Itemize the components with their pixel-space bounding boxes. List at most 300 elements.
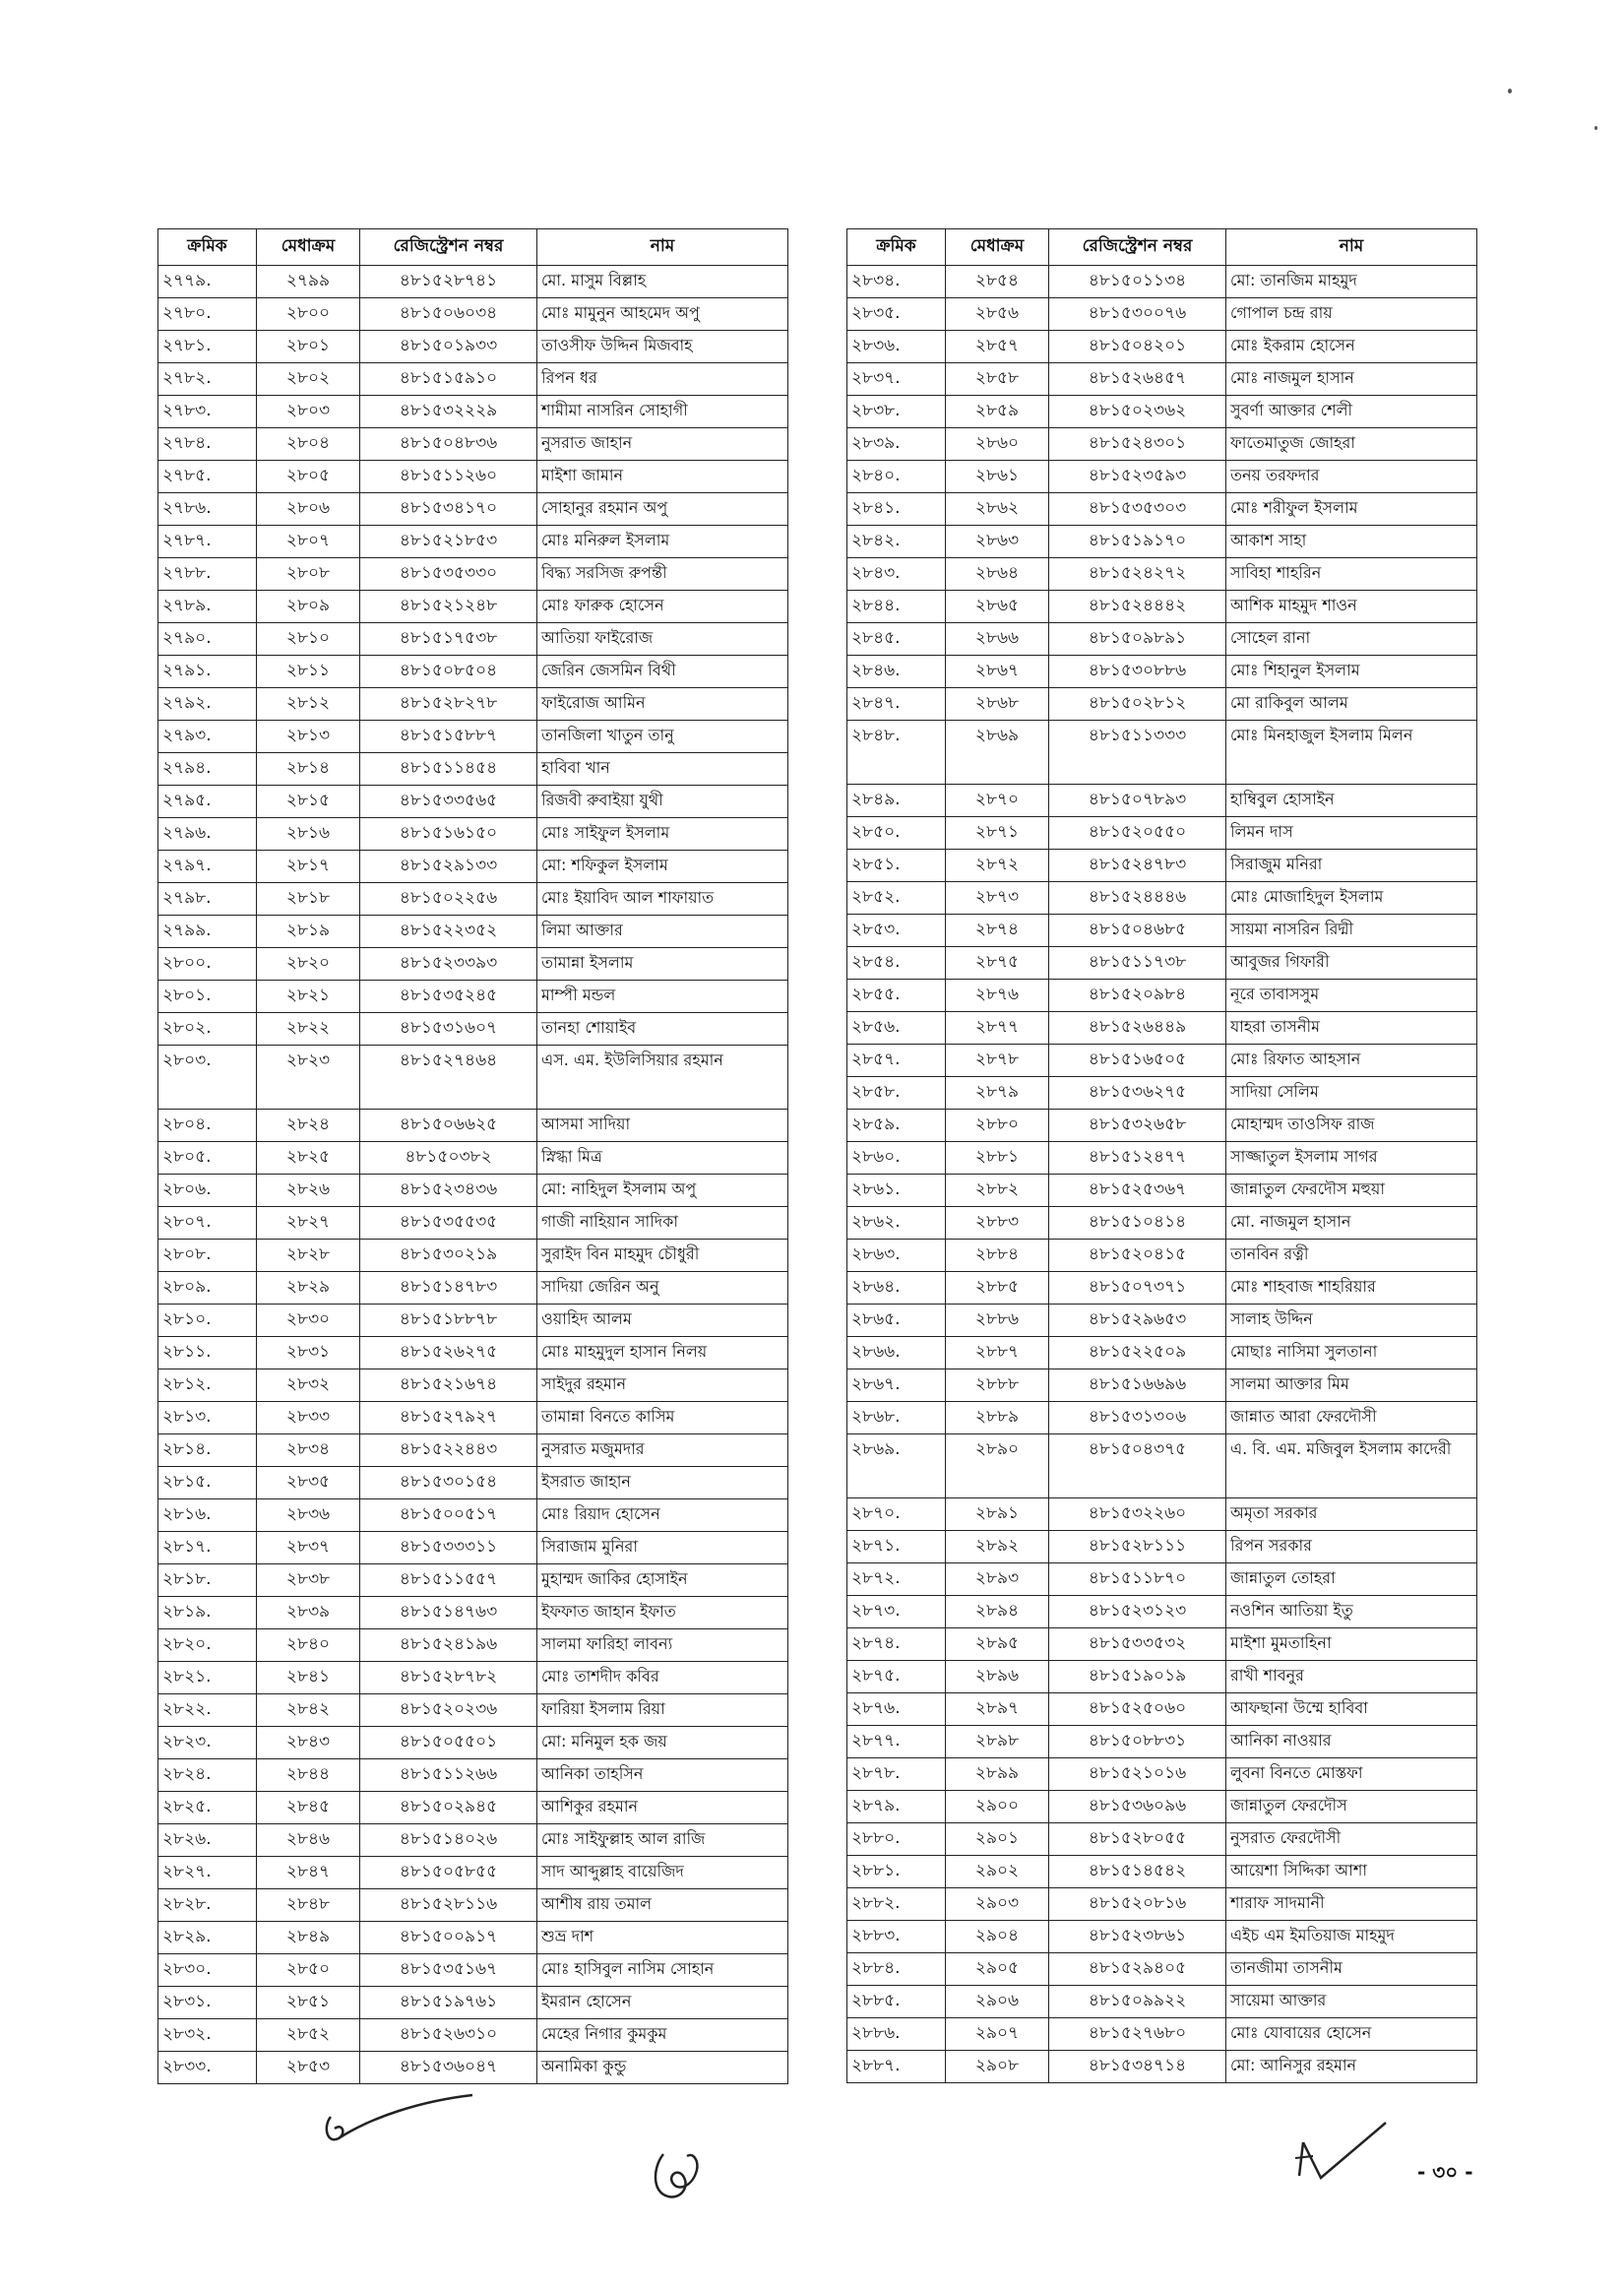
table-row [847, 1305, 1477, 1337]
table-row [847, 850, 1477, 882]
serial-cell: ২৮৩১. [158, 1987, 257, 2019]
registration-cell: ৪৮১৫৩৫১৬৭ [360, 1954, 537, 1987]
registration-cell: ৪৮১৫১১২৬০ [360, 461, 537, 493]
table-row [158, 948, 788, 981]
serial-cell: ২৮৬২. [847, 1207, 946, 1240]
name-cell: ইফফাত জাহান ইফাত [537, 1597, 788, 1629]
table-row [158, 1142, 788, 1175]
registration-cell: ৪৮১৫৩০০৭৬ [1049, 298, 1226, 331]
merit-cell: ২৮৫২ [257, 2019, 360, 2052]
registration-cell: ৪৮১৫২৪৪৪৬ [1049, 882, 1226, 915]
name-cell: জান্নাতুল ফেরদৌস মহুয়া [1226, 1175, 1477, 1207]
table-row [158, 1954, 788, 1987]
table-body [158, 266, 788, 2084]
table-row [158, 1597, 788, 1629]
serial-cell: ২৮১৭. [158, 1532, 257, 1564]
serial-cell: ২৮৫৮. [847, 1077, 946, 1110]
merit-cell: ২৮৫৩ [257, 2052, 360, 2084]
table-row [847, 1563, 1477, 1596]
serial-cell: ২৭৮২. [158, 363, 257, 396]
merit-cell: ২৮১৪ [257, 753, 360, 786]
merit-cell: ২৮৯৮ [946, 1726, 1049, 1758]
serial-cell: ২৭৯৬. [158, 818, 257, 851]
registration-cell: ৪৮১৫০৬০৩৪ [360, 298, 537, 331]
table-row [847, 1272, 1477, 1305]
merit-cell: ২৮৩৭ [257, 1532, 360, 1564]
name-cell: মো: নাহিদুল ইসলাম অপু [537, 1175, 788, 1207]
serial-cell: ২৭৯১. [158, 656, 257, 688]
serial-cell: ২৮৫২. [847, 882, 946, 915]
serial-cell: ২৮০৩. [158, 1046, 257, 1110]
signature-left [313, 2087, 480, 2176]
serial-cell: ২৮৬৩. [847, 1240, 946, 1272]
name-cell: মোঃ নাজমুল হাসান [1226, 363, 1477, 396]
name-cell: মোঃ শিহানুল ইসলাম [1226, 656, 1477, 688]
name-cell: সুরাইদ বিন মাহমুদ চৌধুরী [537, 1240, 788, 1272]
serial-cell: ২৮৪১. [847, 493, 946, 526]
name-cell: মেহের নিগার কুমকুম [537, 2019, 788, 2052]
name-cell: আতিয়া ফাইরোজ [537, 623, 788, 656]
merit-cell: ২৮৭০ [946, 785, 1049, 817]
registration-cell: ৪৮১৫১২৪৭৭ [1049, 1142, 1226, 1175]
registration-cell: ৪৮১৫০৫৮৫৫ [360, 1857, 537, 1889]
merit-list-table-right [846, 228, 1477, 2083]
registration-cell: ৪৮১৫২৪২৭২ [1049, 558, 1226, 591]
table-row [847, 688, 1477, 721]
registration-cell: ৪৮১৫১১৮৭০ [1049, 1563, 1226, 1596]
merit-cell: ২৮৫৮ [946, 363, 1049, 396]
name-cell: শুভ্র দাশ [537, 1922, 788, 1954]
table-row [847, 915, 1477, 947]
serial-cell: ২৮৫৯. [847, 1110, 946, 1142]
merit-cell: ২৮৬১ [946, 461, 1049, 493]
merit-cell: ২৮৮৭ [946, 1337, 1049, 1369]
serial-cell: ২৮০৫. [158, 1142, 257, 1175]
name-cell: সাজ্জাতুল ইসলাম সাগর [1226, 1142, 1477, 1175]
name-cell: এ. বি. এম. মজিবুল ইসলাম কাদেরী [1226, 1434, 1477, 1498]
table-row [158, 1727, 788, 1759]
registration-cell: ৪৮১৫০০৫১৭ [360, 1499, 537, 1532]
merit-cell: ২৮০৯ [257, 591, 360, 623]
merit-cell: ২৮১২ [257, 688, 360, 721]
registration-cell: ৪৮১৫৩০২১৯ [360, 1240, 537, 1272]
name-cell: সিরাজাম মুনিরা [537, 1532, 788, 1564]
merit-cell: ২৮৯৬ [946, 1661, 1049, 1693]
registration-cell: ৪৮১৫৩৩৫৩২ [1049, 1628, 1226, 1661]
table-row [847, 1856, 1477, 1888]
name-cell: ইসরাত জাহান [537, 1467, 788, 1499]
name-cell: আফছানা উম্মে হাবিবা [1226, 1693, 1477, 1726]
serial-cell: ২৮২৩. [158, 1727, 257, 1759]
registration-cell: ৪৮১৫৩৪১৭০ [360, 493, 537, 526]
merit-cell: ২৮৬৬ [946, 623, 1049, 656]
name-cell: মো রাকিবুল আলম [1226, 688, 1477, 721]
name-cell: নুসরাত ফেরদৌসী [1226, 1823, 1477, 1856]
merit-cell: ২৮৬৪ [946, 558, 1049, 591]
registration-cell: ৪৮১৫৩২২২৯ [360, 396, 537, 428]
registration-cell: ৪৮১৫০২২৫৬ [360, 883, 537, 916]
registration-cell: ৪৮১৫২২৪৪৩ [360, 1434, 537, 1467]
serial-cell: ২৭৯৮. [158, 883, 257, 916]
name-cell: তামান্না ইসলাম [537, 948, 788, 981]
merit-cell: ২৮৮৪ [946, 1240, 1049, 1272]
table-row [847, 526, 1477, 558]
serial-cell: ২৮১৫. [158, 1467, 257, 1499]
table-row [158, 1467, 788, 1499]
signature-center [640, 2136, 718, 2215]
name-cell: মোঃ রিয়াদ হোসেন [537, 1499, 788, 1532]
registration-cell: ৪৮১৫১৪৭৮৩ [360, 1272, 537, 1305]
merit-cell: ২৮৫৬ [946, 298, 1049, 331]
table-row [847, 1012, 1477, 1045]
header-serial: ক্রমিক [847, 229, 946, 266]
serial-cell: ২৮৫৫. [847, 980, 946, 1012]
serial-cell: ২৮৫৬. [847, 1012, 946, 1045]
registration-cell: ৪৮১৫০৩৮২ [360, 1142, 537, 1175]
serial-cell: ২৭৮৮. [158, 558, 257, 591]
name-cell: সালমা আক্তার মিম [1226, 1369, 1477, 1402]
serial-cell: ২৭৯৯. [158, 916, 257, 948]
name-cell: নুসরাত জাহান [537, 428, 788, 461]
table-row [847, 1726, 1477, 1758]
merit-cell: ২৮৬৯ [946, 721, 1049, 785]
registration-cell: ৪৮১৫৩৬০৯৬ [1049, 1791, 1226, 1823]
serial-cell: ২৮১০. [158, 1305, 257, 1337]
registration-cell: ৪৮১৫৩১৬০৭ [360, 1013, 537, 1046]
registration-cell: ৪৮১৫২৩৩৯৩ [360, 948, 537, 981]
registration-cell: ৪৮১৫০২৩৬২ [1049, 396, 1226, 428]
name-cell: তানজিলা খাতুন তানু [537, 721, 788, 753]
merit-cell: ২৮৭৩ [946, 882, 1049, 915]
registration-cell: ৪৮১৫২০২৩৬ [360, 1694, 537, 1727]
name-cell: নুসরাত মজুমদার [537, 1434, 788, 1467]
registration-cell: ৪৮১৫৩০৮৮৬ [1049, 656, 1226, 688]
serial-cell: ২৮০৪. [158, 1110, 257, 1142]
registration-cell: ৪৮১৫৩৫৩০৩ [1049, 493, 1226, 526]
merit-cell: ২৮৩৮ [257, 1564, 360, 1597]
registration-cell: ৪৮১৫০৯৮৯১ [1049, 623, 1226, 656]
name-cell: গাজী নাহিয়ান সাদিকা [537, 1207, 788, 1240]
table-row [158, 786, 788, 818]
name-cell: মোছাঃ নাসিমা সুলতানা [1226, 1337, 1477, 1369]
table-row [158, 1824, 788, 1857]
scan-speck [1508, 89, 1512, 94]
registration-cell: ৪৮১৫২১৮৫৩ [360, 526, 537, 558]
serial-cell: ২৮৬৯. [847, 1434, 946, 1498]
merit-cell: ২৮৭৯ [946, 1077, 1049, 1110]
merit-cell: ২৮৫০ [257, 1954, 360, 1987]
registration-cell: ৪৮১৫০০৯১৭ [360, 1922, 537, 1954]
serial-cell: ২৮৮২. [847, 1888, 946, 1921]
merit-cell: ২৮১১ [257, 656, 360, 688]
merit-cell: ২৯০৬ [946, 1986, 1049, 2018]
registration-cell: ৪৮১৫০২৮১২ [1049, 688, 1226, 721]
merit-cell: ২৮২৪ [257, 1110, 360, 1142]
merit-cell: ২৯০১ [946, 1823, 1049, 1856]
table-row [158, 1434, 788, 1467]
merit-cell: ২৮৪০ [257, 1629, 360, 1662]
name-cell: অমৃতা সরকার [1226, 1498, 1477, 1531]
serial-cell: ২৮৩৪. [847, 266, 946, 298]
table-row [847, 1758, 1477, 1791]
serial-cell: ২৮২১. [158, 1662, 257, 1694]
merit-cell: ২৮৬৩ [946, 526, 1049, 558]
serial-cell: ২৮২০. [158, 1629, 257, 1662]
name-cell: মোঃ মোজাহিদুল ইসলাম [1226, 882, 1477, 915]
table-row [158, 721, 788, 753]
serial-cell: ২৮৫৪. [847, 947, 946, 980]
registration-cell: ৪৮১৫১৫৮৮৭ [360, 721, 537, 753]
merit-cell: ২৮৪২ [257, 1694, 360, 1727]
name-cell: তামান্না বিনতে কাসিম [537, 1402, 788, 1434]
serial-cell: ২৮৭১. [847, 1531, 946, 1563]
table-row [158, 331, 788, 363]
table-row [158, 1922, 788, 1954]
name-cell: ওয়াহিদ আলম [537, 1305, 788, 1337]
table-row [847, 1921, 1477, 1953]
serial-cell: ২৮৭৩. [847, 1596, 946, 1628]
merit-cell: ২৮৩২ [257, 1369, 360, 1402]
serial-cell: ২৮৩৬. [847, 331, 946, 363]
name-cell: মাইশা জামান [537, 461, 788, 493]
name-cell: স্নিগ্ধা মিত্র [537, 1142, 788, 1175]
serial-cell: ২৮৪৮. [847, 721, 946, 785]
name-cell: সায়মা নাসরিন রিদ্মী [1226, 915, 1477, 947]
registration-cell: ৪৮১৫২০৪১৫ [1049, 1240, 1226, 1272]
name-cell: মোঃ সাইফুল ইসলাম [537, 818, 788, 851]
serial-cell: ২৮৮৭. [847, 2051, 946, 2083]
name-cell: মোঃ যোবায়ের হোসেন [1226, 2018, 1477, 2051]
merit-cell: ২৮২৫ [257, 1142, 360, 1175]
registration-cell: ৪৮১৫০৯৯২২ [1049, 1986, 1226, 2018]
serial-cell: ২৮২৮. [158, 1889, 257, 1922]
serial-cell: ২৮১৯. [158, 1597, 257, 1629]
merit-cell: ২৯০৮ [946, 2051, 1049, 2083]
serial-cell: ২৮৪৭. [847, 688, 946, 721]
registration-cell: ৪৮১৫২৪৩০১ [1049, 428, 1226, 461]
serial-cell: ২৮৭৬. [847, 1693, 946, 1726]
table-row [847, 1207, 1477, 1240]
table-row [158, 1662, 788, 1694]
serial-cell: ২৮৬৬. [847, 1337, 946, 1369]
table-row [847, 2018, 1477, 2051]
table-row [847, 817, 1477, 850]
serial-cell: ২৮০৬. [158, 1175, 257, 1207]
serial-cell: ২৮১৬. [158, 1499, 257, 1532]
serial-cell: ২৮২৪. [158, 1759, 257, 1792]
merit-cell: ২৮৯৩ [946, 1563, 1049, 1596]
merit-cell: ২৮৪১ [257, 1662, 360, 1694]
header-name: নাম [537, 229, 788, 266]
merit-cell: ২৮৩৫ [257, 1467, 360, 1499]
registration-cell: ৪৮১৫১১২৬৬ [360, 1759, 537, 1792]
table-row [847, 1498, 1477, 1531]
merit-cell: ২৮৪৪ [257, 1759, 360, 1792]
registration-cell: ৪৮১৫০৭৩৭১ [1049, 1272, 1226, 1305]
serial-cell: ২৮২৫. [158, 1792, 257, 1824]
registration-cell: ৪৮১৫২৫৩৬৭ [1049, 1175, 1226, 1207]
table-row [847, 363, 1477, 396]
table-row [847, 1661, 1477, 1693]
serial-cell: ২৮৩৫. [847, 298, 946, 331]
name-cell: আকাশ সাহা [1226, 526, 1477, 558]
name-cell: মোঃ ইকরাম হোসেন [1226, 331, 1477, 363]
name-cell: আবুজর গিফারী [1226, 947, 1477, 980]
merit-cell: ২৯০৭ [946, 2018, 1049, 2051]
serial-cell: ২৮৬৫. [847, 1305, 946, 1337]
registration-cell: ৪৮১৫১৯১৭০ [1049, 526, 1226, 558]
serial-cell: ২৮৪৩. [847, 558, 946, 591]
table-row [158, 1305, 788, 1337]
name-cell: মোঃ সাইফুল্লাহ আল রাজি [537, 1824, 788, 1857]
merit-cell: ২৮২২ [257, 1013, 360, 1046]
name-cell: তানজীমা তাসনীম [1226, 1953, 1477, 1986]
name-cell: ফারিয়া ইসলাম রিয়া [537, 1694, 788, 1727]
registration-cell: ৪৮১৫৩২২৬০ [1049, 1498, 1226, 1531]
registration-cell: ৪৮১৫১৭৫৩৮ [360, 623, 537, 656]
registration-cell: ৪৮১৫১১৫৫৭ [360, 1564, 537, 1597]
table-row [158, 298, 788, 331]
table-row [158, 753, 788, 786]
merit-cell: ২৮৪৬ [257, 1824, 360, 1857]
name-cell: ফাতেমাতুজ জোহরা [1226, 428, 1477, 461]
registration-cell: ৪৮১৫২৮১১৬ [360, 1889, 537, 1922]
merit-cell: ২৮৪৩ [257, 1727, 360, 1759]
serial-cell: ২৮৮৪. [847, 1953, 946, 1986]
name-cell: তাওসীফ উদ্দিন মিজবাহ [537, 331, 788, 363]
table-row [158, 2052, 788, 2084]
name-cell: হাম্বিবুল হোসাইন [1226, 785, 1477, 817]
serial-cell: ২৮৮৩. [847, 1921, 946, 1953]
merit-cell: ২৮৮১ [946, 1142, 1049, 1175]
header-registration: রেজিস্ট্রেশন নম্বর [360, 229, 537, 266]
serial-cell: ২৭৮৪. [158, 428, 257, 461]
merit-cell: ২৮৫৭ [946, 331, 1049, 363]
table-row [847, 1045, 1477, 1077]
name-cell: এস. এম. ইউলিসিয়ার রহমান [537, 1046, 788, 1110]
serial-cell: ২৮৩৯. [847, 428, 946, 461]
merit-cell: ২৮০০ [257, 298, 360, 331]
serial-cell: ২৮৩৮. [847, 396, 946, 428]
registration-cell: ৪৮১৫২৯৬৫৩ [1049, 1305, 1226, 1337]
name-cell: যাহরা তাসনীম [1226, 1012, 1477, 1045]
table-row [847, 656, 1477, 688]
table-row [158, 526, 788, 558]
merit-cell: ২৮৭৪ [946, 915, 1049, 947]
table-row [158, 1369, 788, 1402]
serial-cell: ২৮৭২. [847, 1563, 946, 1596]
table-row [847, 947, 1477, 980]
table-row [847, 1531, 1477, 1563]
merit-cell: ২৮৯২ [946, 1531, 1049, 1563]
name-cell: জেরিন জেসমিন বিথী [537, 656, 788, 688]
merit-cell: ২৮৩৯ [257, 1597, 360, 1629]
registration-cell: ৪৮১৫১৪৭৬৩ [360, 1597, 537, 1629]
merit-cell: ২৮২৭ [257, 1207, 360, 1240]
name-cell: আশীষ রায় তমাল [537, 1889, 788, 1922]
merit-cell: ২৮০২ [257, 363, 360, 396]
merit-cell: ২৮৭২ [946, 850, 1049, 882]
table-header-row [158, 229, 788, 266]
name-cell: মোঃ মনিরুল ইসলাম [537, 526, 788, 558]
name-cell: সাইদুর রহমান [537, 1369, 788, 1402]
merit-cell: ২৮২৬ [257, 1175, 360, 1207]
table-row [847, 1986, 1477, 2018]
table-row [847, 1791, 1477, 1823]
registration-cell: ৪৮১৫২৩১২৩ [1049, 1596, 1226, 1628]
serial-cell: ২৮৫৩. [847, 915, 946, 947]
registration-cell: ৪৮১৫০১১৩৪ [1049, 266, 1226, 298]
serial-cell: ২৮৬০. [847, 1142, 946, 1175]
table-row [847, 1110, 1477, 1142]
table-row [158, 1337, 788, 1369]
table-row [158, 591, 788, 623]
merit-cell: ২৮০৩ [257, 396, 360, 428]
registration-cell: ৪৮১৫২৭৪৬৪ [360, 1046, 537, 1110]
registration-cell: ৪৮১৫২৭৬৮০ [1049, 2018, 1226, 2051]
table-row [158, 1759, 788, 1792]
serial-cell: ২৮৮৫. [847, 1986, 946, 2018]
merit-cell: ২৮৫১ [257, 1987, 360, 2019]
name-cell: সাদিয়া সেলিম [1226, 1077, 1477, 1110]
merit-cell: ২৮৯৫ [946, 1628, 1049, 1661]
registration-cell: ৪৮১৫২৩৮৬১ [1049, 1921, 1226, 1953]
name-cell: সাদ আব্দুল্লাহ বায়েজিদ [537, 1857, 788, 1889]
table-row [158, 1175, 788, 1207]
merit-cell: ২৮১৩ [257, 721, 360, 753]
table-row [847, 1240, 1477, 1272]
merit-cell: ২৮০৪ [257, 428, 360, 461]
name-cell: সাদিয়া জেরিন অনু [537, 1272, 788, 1305]
table-row [158, 558, 788, 591]
registration-cell: ৪৮১৫২৮২৭৮ [360, 688, 537, 721]
merit-cell: ২৮০৫ [257, 461, 360, 493]
serial-cell: ২৮১৪. [158, 1434, 257, 1467]
table-row [158, 1499, 788, 1532]
name-cell: মো. মাসুম বিল্লাহ [537, 266, 788, 298]
registration-cell: ৪৮১৫১১৭৩৮ [1049, 947, 1226, 980]
registration-cell: ৪৮১৫১৮৮৭৮ [360, 1305, 537, 1337]
name-cell: আনিকা তাহসিন [537, 1759, 788, 1792]
registration-cell: ৪৮১৫১৯০১৯ [1049, 1661, 1226, 1693]
table-row [847, 1596, 1477, 1628]
merit-cell: ২৮১৯ [257, 916, 360, 948]
merit-cell: ২৮৭৭ [946, 1012, 1049, 1045]
merit-cell: ২৮১৫ [257, 786, 360, 818]
serial-cell: ২৮০৯. [158, 1272, 257, 1305]
registration-cell: ৪৮১৫০৪৬৮৫ [1049, 915, 1226, 947]
registration-cell: ৪৮১৫২২৩৫২ [360, 916, 537, 948]
name-cell: মোঃ মিনহাজুল ইসলাম মিলন [1226, 721, 1477, 785]
serial-cell: ২৮৪৫. [847, 623, 946, 656]
registration-cell: ৪৮১৫২৮৭৮২ [360, 1662, 537, 1694]
table-row [847, 1434, 1477, 1498]
merit-cell: ২৮০৬ [257, 493, 360, 526]
merit-cell: ২৮৯৭ [946, 1693, 1049, 1726]
table-row [158, 1987, 788, 2019]
name-cell: মো: শফিকুল ইসলাম [537, 851, 788, 883]
name-cell: মোঃ শরীফুল ইসলাম [1226, 493, 1477, 526]
name-cell: মোঃ মামুনুন আহমেদ অপু [537, 298, 788, 331]
table-row [847, 1142, 1477, 1175]
registration-cell: ৪৮১৫৩৬২৭৫ [1049, 1077, 1226, 1110]
header-serial: ক্রমিক [158, 229, 257, 266]
name-cell: শামীমা নাসরিন সোহাগী [537, 396, 788, 428]
serial-cell: ২৮২২. [158, 1694, 257, 1727]
registration-cell: ৪৮১৫২৮৭৪১ [360, 266, 537, 298]
registration-cell: ৪৮১৫২১০১৬ [1049, 1758, 1226, 1791]
merit-cell: ২৮৮৬ [946, 1305, 1049, 1337]
